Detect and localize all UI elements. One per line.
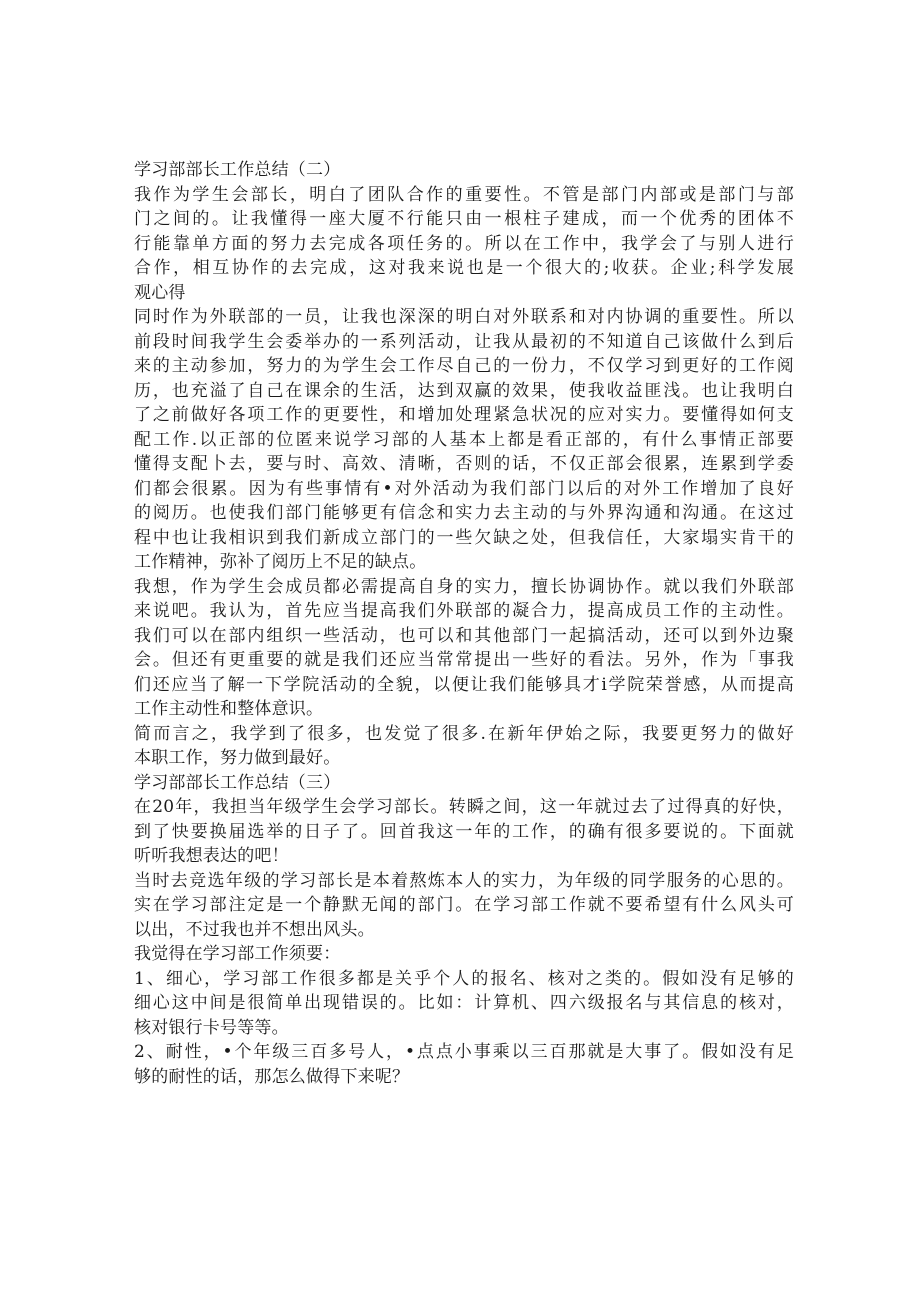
text-line: 简而言之，我学到了很多，也发觉了很多.在新年伊始之际，我要更努力的做好: [134, 723, 794, 744]
text-line: 门之间的。让我懂得一座大厦不行能只由一根柱子建成，而一个优秀的团体不: [134, 209, 794, 229]
text-line: 核对银行卡号等等。: [134, 1017, 289, 1038]
text-line: 学习部部长工作总结（二）: [134, 160, 341, 180]
text-line: 配工作.以正部的位匿来说学习部的人基本上都是看正部的，有什么事情正部要: [134, 429, 794, 450]
text-line: 够的耐性的话，那怎么做得下来呢？: [134, 1066, 410, 1087]
text-line: 学习部部长工作总结（三）: [134, 772, 341, 793]
text-line: 懂得支配卜去，要与时、高效、清晰，否则的话，不仅正部会很累，连累到学委: [134, 454, 794, 474]
text-line: 本职工作，努力做到最好。: [134, 748, 341, 768]
text-line: 细心这中间是很简单出现错误的。比如：计算机、四六级报名与其信息的核对，: [134, 993, 794, 1013]
text-line: 当时去竞选年级的学习部长是本着熬炼本人的实力，为年级的同学服务的心思的。: [134, 870, 794, 891]
text-line: 工作精神，弥补了阅历上不足的缺点。: [134, 552, 427, 572]
text-line: 工作主动性和整体意识。: [134, 699, 324, 719]
text-line: 我觉得在学习部工作须要：: [134, 944, 341, 964]
text-line: 会。但还有更重要的就是我们还应当常常提出一些好的看法。另外，作为「事我: [134, 650, 794, 670]
text-line: 我们可以在部内组织一些活动，也可以和其他部门一起搞活动，还可以到外边聚: [134, 625, 794, 646]
text-line: 来的主动参加，努力的为学生会工作尽自己的一份力，不仅学习到更好的工作阅: [134, 356, 794, 376]
text-line: 听听我想表达的吧！: [134, 846, 289, 866]
text-line: 了之前做好各项工作的更要性，和增加处理紧急状况的应对实力。要懂得如何支: [134, 405, 794, 425]
text-line: 程中也让我相识到我们新成立部门的一些欠缺之处，但我信任，大家塌实肯干的: [134, 527, 794, 548]
text-line: 前段时间我学生会委举办的一系列活动，让我从最初的不知道自己该做什么到后: [134, 331, 794, 352]
document-body: [134, 158, 794, 1089]
text-line: 同时作为外联部的一员，让我也深深的明白对外联系和对内协调的重要性。所以: [134, 307, 794, 327]
text-line: 历，也充溢了自己在课余的生活，达到双赢的效果，使我收益匪浅。也让我明白: [134, 380, 794, 401]
text-line: 1、细心，学习部工作很多都是关乎个人的报名、核对之类的。假如没有足够的: [134, 968, 794, 989]
text-line: 2、耐性，•个年级三百多号人，•点点小事乘以三百那就是大事了。假如没有足: [134, 1042, 794, 1062]
text-line: 我作为学生会部长，明白了团队合作的重要性。不管是部门内部或是部门与部: [134, 184, 794, 205]
text-line: 行能靠单方面的努力去完成各项任务的。所以在工作中，我学会了与别人进行: [134, 233, 794, 254]
text-line: 实在学习部注定是一个静默无闻的部门。在学习部工作就不要希望有什么风头可: [134, 895, 794, 915]
text-line: 来说吧。我认为，首先应当提高我们外联部的凝合力，提高成员工作的主动性。: [134, 601, 794, 621]
text-line: 以出，不过我也并不想出风头。: [134, 919, 375, 940]
text-line: 到了快要换届选举的日子了。回首我这一年的工作，的确有很多要说的。下面就: [134, 821, 794, 842]
text-line: 们还应当了解一下学院活动的全貌，以便让我们能够具才i学院荣誉感，从而提高: [134, 674, 794, 695]
text-line: 我想，作为学生会成员都必需提高自身的实力，擅长协调协作。就以我们外联部: [134, 576, 794, 597]
text-line: 的阅历。也使我们部门能够更有信念和实力去主动的与外界沟通和沟通。在这过: [134, 503, 794, 523]
text-line: 合作，相互协作的去完成，这对我来说也是一个很大的;收获。企业;科学发展: [134, 258, 794, 278]
text-line: 观心得: [134, 282, 186, 303]
text-line: 们都会很累。因为有些事情有•对外活动为我们部门以后的对外工作增加了良好: [134, 478, 794, 499]
text-line: 在20年，我担当年级学生会学习部长。转瞬之间，这一年就过去了过得真的好快，: [134, 797, 794, 817]
